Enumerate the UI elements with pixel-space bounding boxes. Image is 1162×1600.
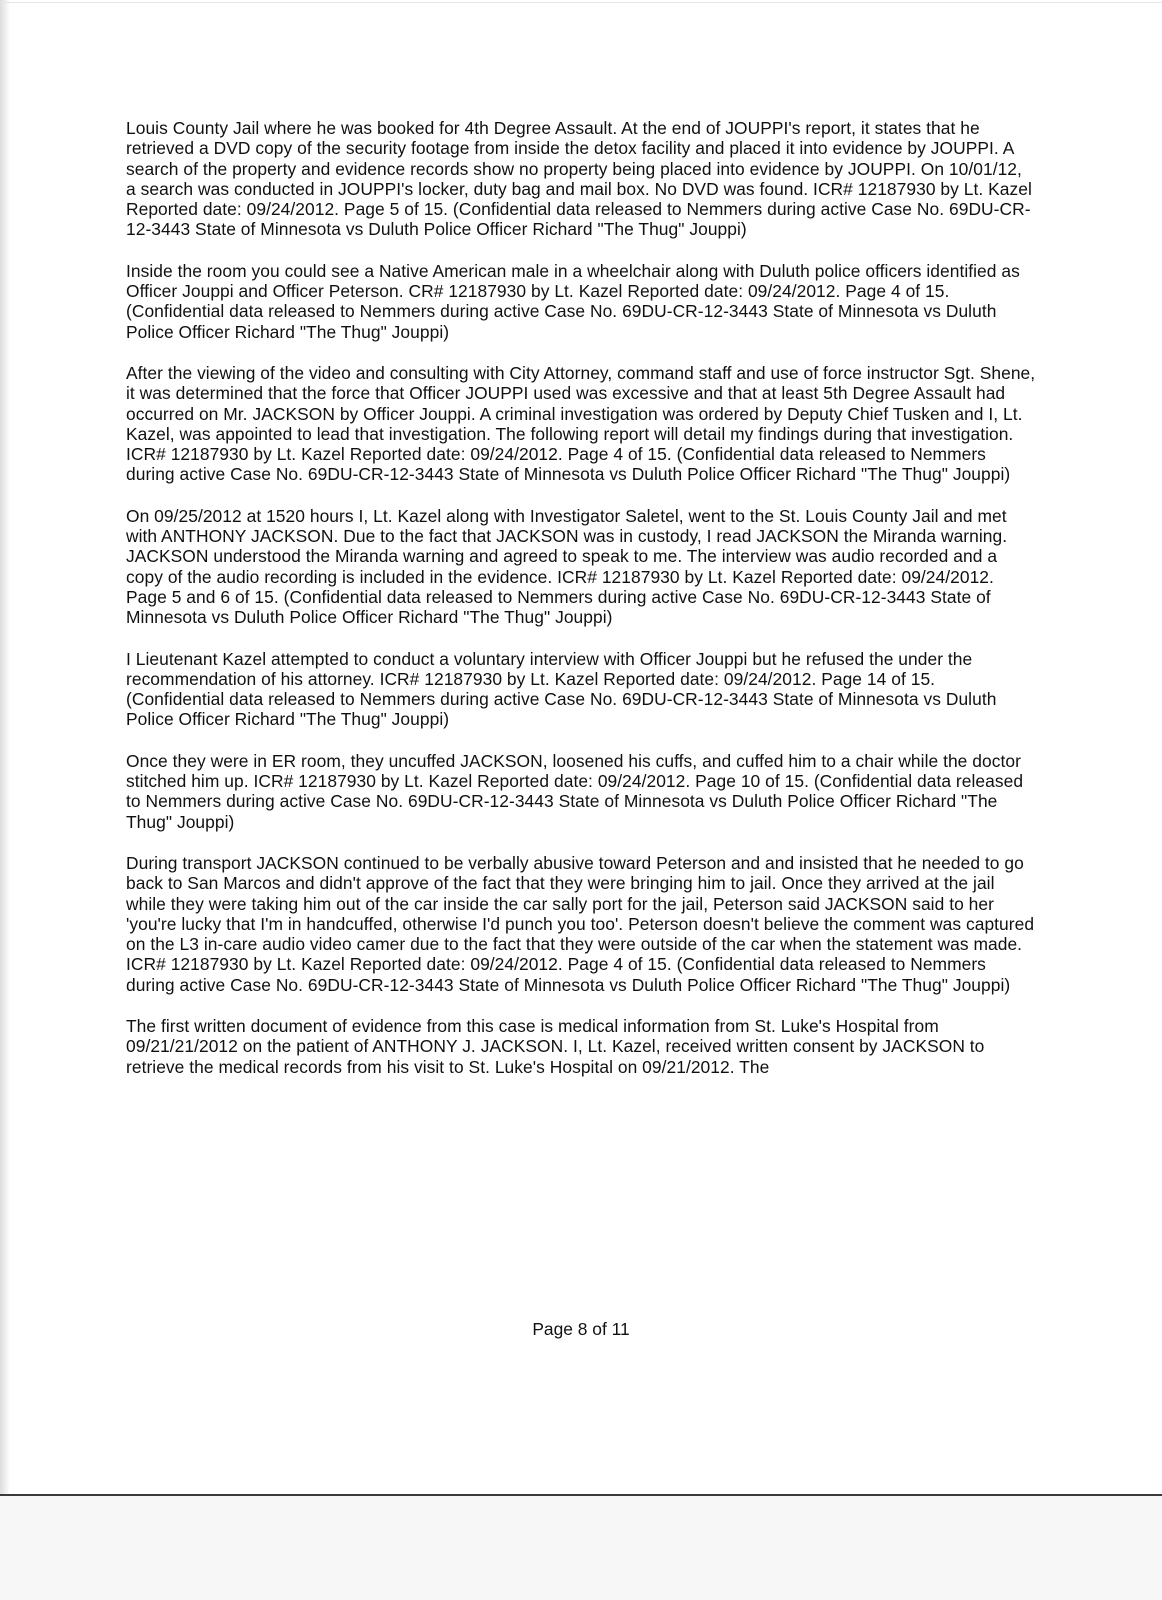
- paragraph-transport: During transport JACKSON continued to be verbally abusive toward Peterson and and insisted that he needed to go back to San Marcos and didn't approve of the fact that they were bringing him to jail. Once they arrived at the jail while they were taking him out of the car inside the car sally port for the jail, Peterson said JACKSON said to her 'you're lucky that I'm in handcuffed, otherwise I'd punch you too'. Peterson doesn't believe the comment was captured on the L3 in-care audio video camer due to the fact that they were outside of the car when the statement was made. ICR# 12187930 by Lt. Kazel Reported date: 09/24/2012. Page 4 of 15. (Confidential data released to Nemmers during active Case No. 69DU-CR-12-3443 State of Minnesota vs Duluth Police Officer Richard "The Thug" Jouppi): [126, 852, 1035, 995]
- scan-edge-left: [0, 0, 10, 1500]
- paragraph-er-room: Once they were in ER room, they uncuffed JACKSON, loosened his cuffs, and cuffed him to a chair while the doctor stitched him up. ICR# 12187930 by Lt. Kazel Reported date: 09/24/2012. Page 10 of 15. (Confidential data released to Nemmers during active Case No. 69DU-CR-12-3443 State of Minnesota vs Duluth Police Officer Richard "The Thug" Jouppi): [126, 750, 1024, 832]
- paragraph-room-description: Inside the room you could see a Native American male in a wheelchair along with Duluth police officers identified as Officer Jouppi and Officer Peterson. CR# 12187930 by Lt. Kazel Reported date: 09/24/2012. Page 4 of 15. (Confidential data released to Nemmers during active Case No. 69DU-CR-12-3443 State of Minnesota vs Duluth Police Officer Richard "The Thug" Jouppi): [126, 260, 1020, 342]
- page-number: Page 8 of 11: [532, 1319, 630, 1339]
- paragraph-jouppi-interview-refused: I Lieutenant Kazel attempted to conduct a voluntary interview with Officer Jouppi but he refused the under the recommendation of his attorney. ICR# 12187930 by Lt. Kazel Reported date: 09/24/2012. Page 14 of 15. (Confidential data released to Nemmers during active Case No. 69DU-CR-12-3443 State of Minnesota vs Duluth Police Officer Richard "The Thug" Jouppi): [126, 648, 997, 730]
- paragraph-criminal-investigation: After the viewing of the video and consulting with City Attorney, command staff and use of force instructor Sgt. Shene, it was determined that the force that Officer JOUPPI used was excessive and that at least 5th Degree Assault had occurred on Mr. JACKSON by Officer Jouppi. A criminal investigation was ordered by Deputy Chief Tusken and I, Lt. Kazel, was appointed to lead that investigation. The following report will detail my findings during that investigation. ICR# 12187930 by Lt. Kazel Reported date: 09/24/2012. Page 4 of 15. (Confidential data released to Nemmers during active Case No. 69DU-CR-12-3443 State of Minnesota vs Duluth Police Officer Richard "The Thug" Jouppi): [126, 362, 1036, 485]
- paragraph-jackson-interview: On 09/25/2012 at 1520 hours I, Lt. Kazel along with Investigator Saletel, went to the St. Louis County Jail and met with ANTHONY JACKSON. Due to the fact that JACKSON was in custody, I read JACKSON the Miranda warning. JACKSON understood the Miranda warning and agreed to speak to me. The interview was audio recorded and a copy of the audio recording is included in the evidence. ICR# 12187930 by Lt. Kazel Reported date: 09/24/2012. Page 5 and 6 of 15. (Confidential data released to Nemmers during active Case No. 69DU-CR-12-3443 State of Minnesota vs Duluth Police Officer Richard "The Thug" Jouppi): [126, 505, 1008, 628]
- paragraph-jail-booking: Louis County Jail where he was booked for 4th Degree Assault. At the end of JOUPPI's report, it states that he retrieved a DVD copy of the security footage from inside the detox facility and placed it into evidence by JOUPPI. A search of the property and evidence records show no property being placed into evidence by JOUPPI. On 10/01/12, a search was conducted in JOUPPI's locker, duty bag and mail box. No DVD was found. ICR# 12187930 by Lt. Kazel Reported date: 09/24/2012. Page 5 of 15. (Confidential data released to Nemmers during active Case No. 69DU-CR-12-3443 State of Minnesota vs Duluth Police Officer Richard "The Thug" Jouppi): [126, 118, 1032, 240]
- scan-edge-top: [0, 2, 1162, 3]
- scan-bottom-margin: [0, 1496, 1162, 1600]
- paragraph-medical-evidence: The first written document of evidence from this case is medical information from St. Luke's Hospital from 09/21/21/2012 on the patient of ANTHONY J. JACKSON. I, Lt. Kazel, received written consent by JACKSON to retrieve the medical records from his visit to St. Luke's Hospital on 09/21/2012. The: [126, 1015, 985, 1077]
- document-body: [126, 118, 1036, 1098]
